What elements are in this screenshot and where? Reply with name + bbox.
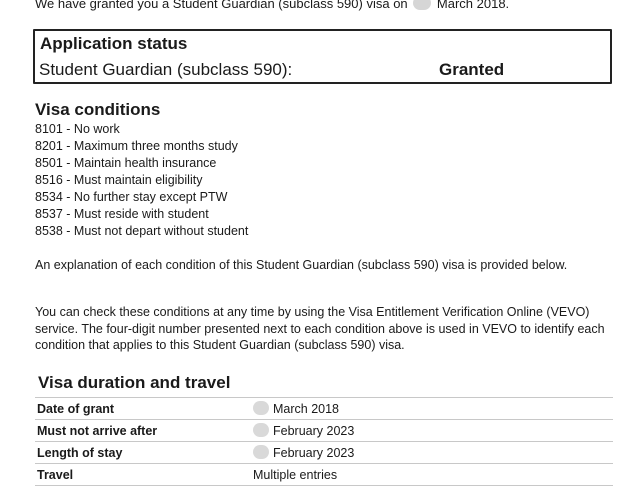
table-row [35,420,613,442]
table-row [35,442,613,464]
condition-item: 8516 - Must maintain eligibility [35,173,203,187]
redacted-day-mark [413,0,431,10]
application-status-box [33,29,612,84]
condition-item: 8101 - No work [35,122,120,136]
redacted-day-mark [253,445,269,459]
table-row [35,398,613,420]
visa-duration-table [35,397,613,486]
condition-item: 8501 - Maintain health insurance [35,156,217,170]
visa-conditions-list [35,121,248,240]
explanation-paragraph: An explanation of each condition of this Student Guardian (subclass 590) visa is provided below. [35,258,568,272]
condition-item: 8537 - Must reside with student [35,207,209,221]
application-status-value: Granted [439,60,505,79]
row-label: Travel [35,464,251,486]
row-value-cell [251,442,613,464]
redacted-day-mark [253,423,269,437]
application-status-title: Application status [40,34,188,53]
row-value: Multiple entries [253,467,338,482]
row-value: February 2023 [273,424,355,438]
intro-date: March 2018. [436,0,510,11]
redacted-day-mark [253,401,269,415]
condition-item: 8534 - No further stay except PTW [35,190,228,204]
row-value: March 2018 [273,402,340,416]
vevo-paragraph: You can check these conditions at any time by using the Visa Entitlement Verification Online (VEVO) service. The four-digit number presented next to each condition above is used in VEVO to identify each condition that applies to this Student Guardian (subclass 590) visa. [35,305,605,352]
row-value-cell [251,398,613,420]
row-value-cell [251,420,613,442]
row-label: Must not arrive after [35,420,251,442]
application-status-label: Student Guardian (subclass 590): [39,60,293,79]
row-label: Date of grant [35,398,251,420]
table-row [35,464,613,486]
intro-sentence [35,0,509,12]
visa-duration-title: Visa duration and travel [38,373,231,392]
condition-item: 8538 - Must not depart without student [35,224,249,238]
row-label: Length of stay [35,442,251,464]
visa-conditions-title: Visa conditions [35,100,161,119]
condition-item: 8201 - Maximum three months study [35,139,238,153]
intro-text: We have granted you a Student Guardian (subclass 590) visa on [35,0,408,11]
row-value-cell [251,464,613,486]
row-value: February 2023 [273,446,355,460]
